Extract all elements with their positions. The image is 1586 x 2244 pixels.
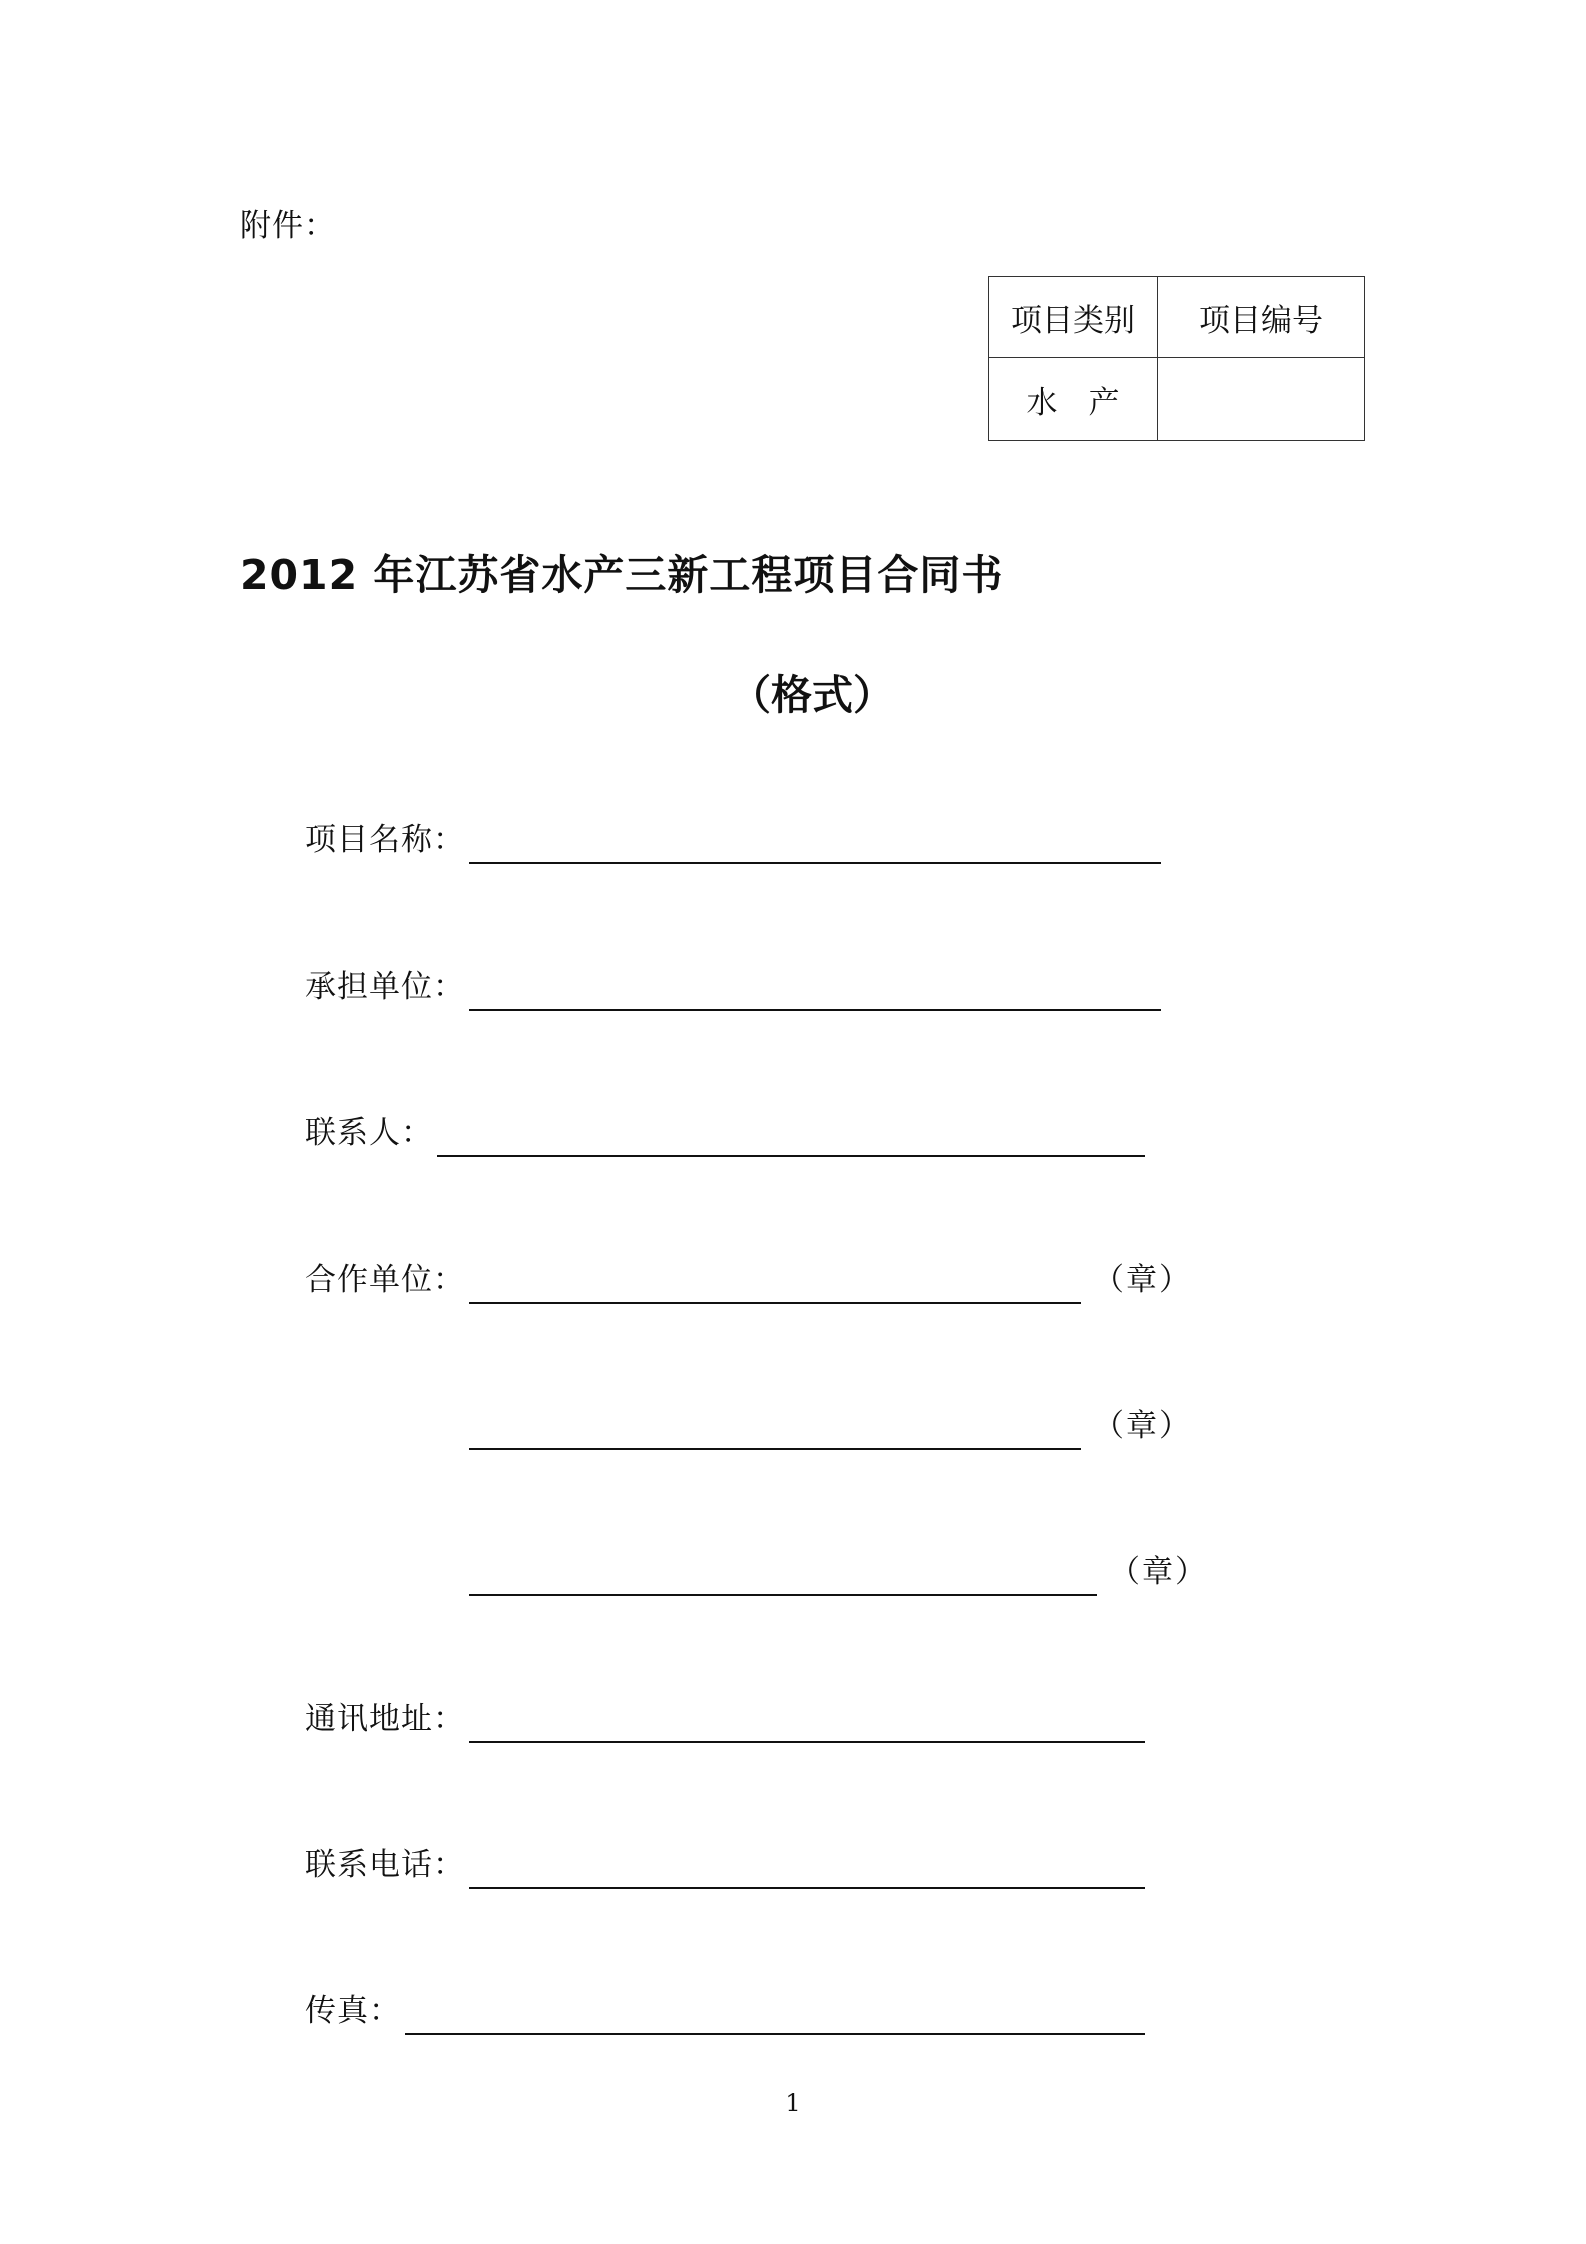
contact-person-label: 联系人： <box>305 1115 433 1151</box>
seal-mark-3: （章） <box>1109 1554 1208 1590</box>
cooperating-unit-label: 合作单位： <box>305 1262 465 1298</box>
seal-mark-1: （章） <box>1093 1262 1192 1298</box>
mailing-address-row <box>305 1697 1185 1747</box>
fax-field[interactable] <box>405 2033 1145 2035</box>
project-name-row <box>305 818 1185 868</box>
cooperating-unit-row-3 <box>305 1550 1208 1600</box>
undertaking-unit-field[interactable] <box>469 1009 1161 1011</box>
cooperating-unit-row-2 <box>305 1404 1192 1454</box>
document-title: 2012 年江苏省水产三新工程项目合同书 <box>240 551 1004 599</box>
classification-table <box>988 276 1365 441</box>
attachment-label: 附件： <box>240 208 336 244</box>
mailing-address-field[interactable] <box>469 1741 1145 1743</box>
undertaking-unit-row <box>305 965 1185 1015</box>
contact-person-row <box>305 1111 1185 1161</box>
project-name-field[interactable] <box>469 862 1161 864</box>
table-cell-number[interactable] <box>1158 358 1365 441</box>
cooperating-unit-row <box>305 1258 1192 1308</box>
seal-mark-2: （章） <box>1093 1408 1192 1444</box>
fax-label: 传真： <box>305 1993 401 2029</box>
contact-phone-field[interactable] <box>469 1887 1145 1889</box>
table-cell-category: 水 产 <box>989 358 1158 441</box>
contact-person-field[interactable] <box>437 1155 1145 1157</box>
project-name-label: 项目名称： <box>305 822 465 858</box>
document-subtitle: （格式） <box>730 671 894 719</box>
table-header-number: 项目编号 <box>1158 277 1365 358</box>
table-row <box>989 358 1365 441</box>
page-number: 1 <box>785 2089 801 2117</box>
cooperating-unit-field-3[interactable] <box>469 1594 1097 1596</box>
contact-phone-row <box>305 1843 1185 1893</box>
undertaking-unit-label: 承担单位： <box>305 969 465 1005</box>
mailing-address-label: 通讯地址： <box>305 1701 465 1737</box>
table-header-category: 项目类别 <box>989 277 1158 358</box>
cooperating-unit-field-1[interactable] <box>469 1302 1081 1304</box>
table-header-row <box>989 277 1365 358</box>
contact-phone-label: 联系电话： <box>305 1847 465 1883</box>
cooperating-unit-field-2[interactable] <box>469 1448 1081 1450</box>
fax-row <box>305 1989 1185 2039</box>
